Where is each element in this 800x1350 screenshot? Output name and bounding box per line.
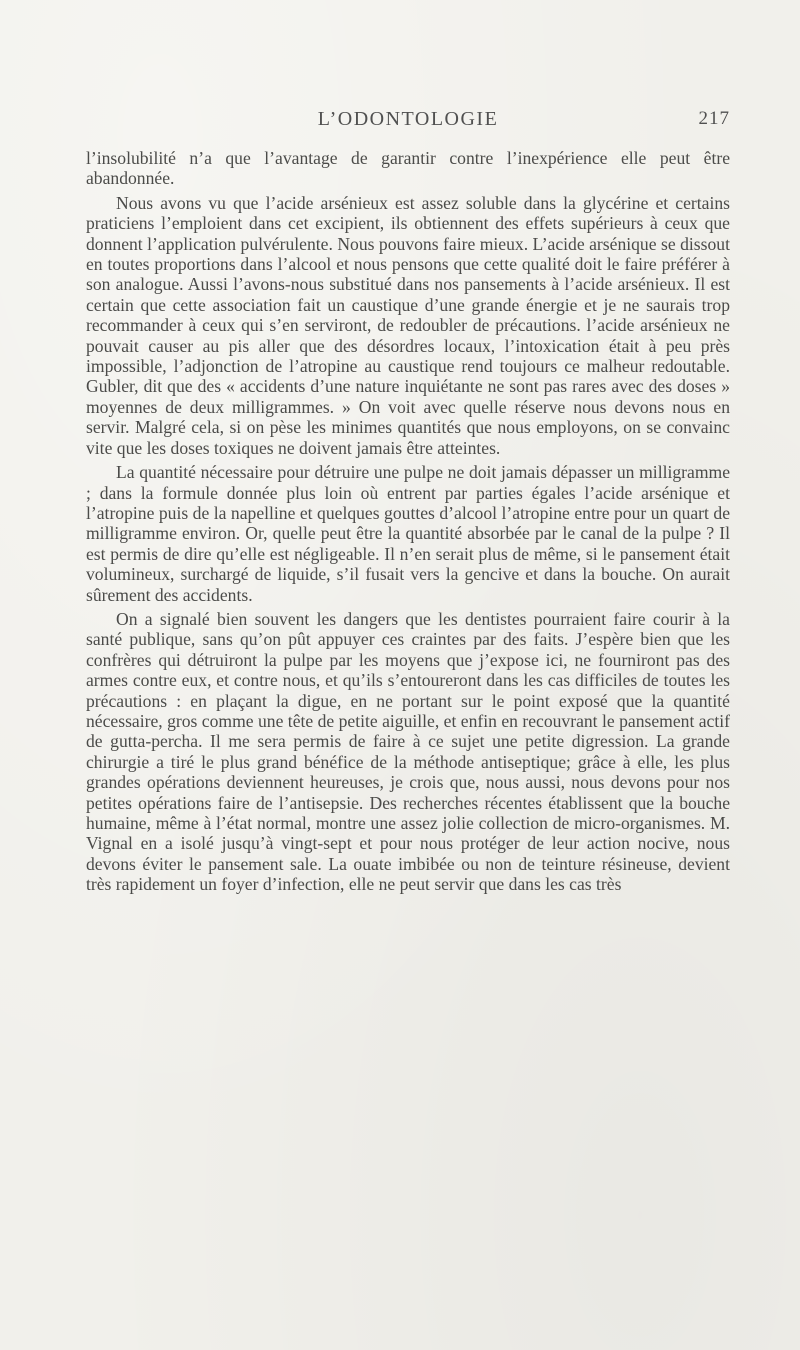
page-number: 217 [698,108,730,129]
running-title: L’ODONTOLOGIE [317,108,499,130]
running-head [86,108,730,138]
paragraph-quantity: La quantité nécessaire pour détruire une pulpe ne doit jamais dépasser un milligramme ; dans la formule donnée plus loin où entrent par parties égales l’acide arsénique et l’atropine puis de la napelline et quelques gouttes d’alcool l’atropine entre pour un quart de milligramme environ. Or, quelle peut être la quantité absorbée par le canal de la pulpe ? Il est permis de dire qu’elle est négligeable. Il n’en serait plus de même, si le pansement était volumineux, surchargé de liquide, s’il fusait vers la gencive et dans la bouche. On aurait sûrement des accidents. [86,462,730,605]
paragraph-dangers: On a signalé bien souvent les dangers que les dentistes pourraient faire courir à la santé publique, sans qu’on pût appuyer ces craintes par des faits. J’espère bien que les confrères qui détruiront la pulpe par les moyens que j’expose ici, ne fourniront pas des armes contre eux, et contre nous, et qu’ils s’entoureront dans les cas difficiles de toutes les précautions : en plaçant la digue, en ne portant sur le point exposé que la quantité nécessaire, gros comme une tête de petite aiguille, et enfin en recouvrant le pansement actif de gutta-percha. Il me sera permis de faire à ce sujet une petite digression. La grande chirurgie a tiré le plus grand bénéfice de la méthode antiseptique; grâce à elle, les plus grandes opérations deviennent heureuses, je crois que, nous aussi, nous devons pour nos petites opérations faire de l’antisepsie. Des recherches récentes établissent que la bouche humaine, même à l’état normal, montre une assez jolie collection de micro-organismes. M. Vignal en a isolé jusqu’à vingt-sept et pour nous protéger de leur action nocive, nous devons éviter le pansement sale. La ouate imbibée ou non de teinture résineuse, devient très rapidement un foyer d’infection, elle ne peut servir que dans les cas très [86,608,730,895]
paragraph-continued: l’insolubilité n’a que l’avantage de garantir contre l’inexpérience elle peut être abandonnée. [86,148,730,189]
body-text [86,148,730,895]
paragraph-arsenic-acid: Nous avons vu que l’acide arsénieux est assez soluble dans la glycérine et certains praticiens l’emploient dans cet excipient, ils obtiennent des effets supérieurs à ceux que donnent l’application pulvérulente. Nous pouvons faire mieux. L’acide arsénique se dissout en toutes proportions dans l’alcool et nous pensons que cette qualité doit le faire préférer à son analogue. Aussi l’avons-nous substitué dans nos pansements à l’acide arsénieux. Il est certain que cette association fait un caustique d’une grande énergie et je ne saurais trop recommander à ceux qui s’en serviront, de redoubler de précautions. l’acide arsénieux ne pouvait causer au pis aller que des désordres locaux, l’intoxication était à peu près impossible, l’adjonction de l’atropine au caustique rend toujours ce malheur redoutable. Gubler, dit que des « accidents d’une nature inquiétante ne sont pas rares avec des doses » moyennes de deux milligrammes. » On voit avec quelle réserve nous devons nous en servir. Malgré cela, si on pèse les minimes quantités que nous employons, on se convainc vite que les doses toxiques ne doivent jamais être atteintes. [86,192,730,458]
